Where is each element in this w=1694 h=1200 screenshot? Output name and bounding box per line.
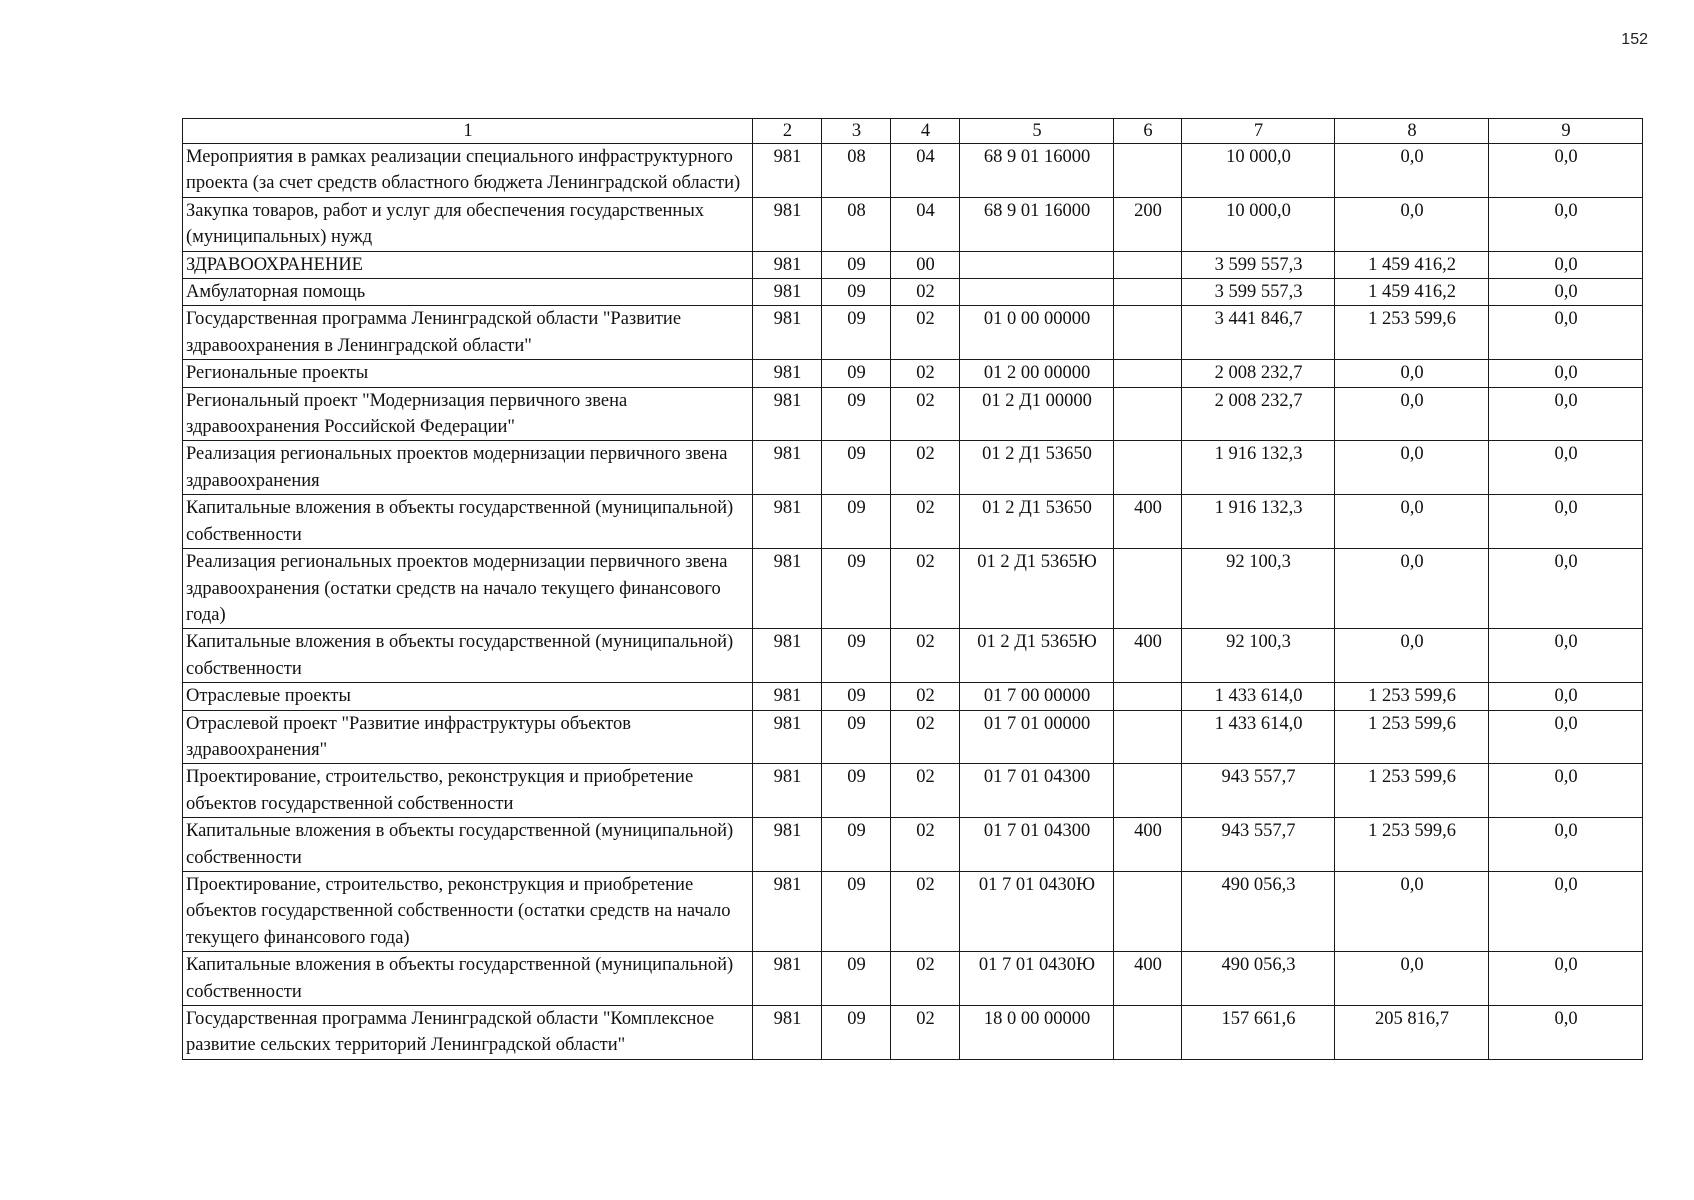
year3-amount-cell: 0,0 bbox=[1489, 387, 1643, 441]
name-cell: Закупка товаров, работ и услуг для обеспечения государственных (муниципальных) нужд bbox=[183, 197, 753, 251]
target-article-cell bbox=[960, 251, 1114, 278]
year1-amount-cell: 3 599 557,3 bbox=[1182, 279, 1335, 306]
ministry-code-cell: 981 bbox=[753, 1006, 822, 1060]
year3-amount-cell: 0,0 bbox=[1489, 306, 1643, 360]
section-cell: 09 bbox=[822, 495, 891, 549]
section-cell: 09 bbox=[822, 279, 891, 306]
ministry-code-cell: 981 bbox=[753, 251, 822, 278]
year3-amount-cell: 0,0 bbox=[1489, 144, 1643, 198]
ministry-code-cell: 981 bbox=[753, 871, 822, 951]
expense-type-cell: 400 bbox=[1114, 629, 1182, 683]
table-row bbox=[183, 818, 1643, 872]
year3-amount-cell: 0,0 bbox=[1489, 279, 1643, 306]
header-row bbox=[183, 119, 1643, 144]
target-article-cell: 01 7 01 00000 bbox=[960, 710, 1114, 764]
expense-type-cell bbox=[1114, 710, 1182, 764]
table-row bbox=[183, 360, 1643, 387]
subsection-cell: 02 bbox=[891, 360, 960, 387]
name-cell: Проектирование, строительство, реконструкция и приобретение объектов государственной собственности bbox=[183, 764, 753, 818]
name-cell: Капитальные вложения в объекты государственной (муниципальной) собственности bbox=[183, 629, 753, 683]
section-cell: 09 bbox=[822, 629, 891, 683]
target-article-cell: 01 2 Д1 53650 bbox=[960, 495, 1114, 549]
table-row bbox=[183, 629, 1643, 683]
table-row bbox=[183, 549, 1643, 629]
expense-type-cell bbox=[1114, 871, 1182, 951]
target-article-cell: 01 2 Д1 00000 bbox=[960, 387, 1114, 441]
year1-amount-cell: 943 557,7 bbox=[1182, 818, 1335, 872]
expense-type-cell: 400 bbox=[1114, 952, 1182, 1006]
col-year1-header: 7 bbox=[1182, 119, 1335, 144]
table-row bbox=[183, 306, 1643, 360]
year1-amount-cell: 1 433 614,0 bbox=[1182, 683, 1335, 710]
ministry-code-cell: 981 bbox=[753, 306, 822, 360]
target-article-cell: 01 7 01 04300 bbox=[960, 764, 1114, 818]
subsection-cell: 02 bbox=[891, 683, 960, 710]
expense-type-cell bbox=[1114, 387, 1182, 441]
target-article-cell: 01 7 01 04300 bbox=[960, 818, 1114, 872]
name-cell: Проектирование, строительство, реконструкция и приобретение объектов государственной собственности (остатки средств на начало текущего финансового года) bbox=[183, 871, 753, 951]
expense-type-cell: 200 bbox=[1114, 197, 1182, 251]
year1-amount-cell: 157 661,6 bbox=[1182, 1006, 1335, 1060]
subsection-cell: 02 bbox=[891, 1006, 960, 1060]
table-row bbox=[183, 279, 1643, 306]
year1-amount-cell: 3 599 557,3 bbox=[1182, 251, 1335, 278]
year3-amount-cell: 0,0 bbox=[1489, 197, 1643, 251]
year3-amount-cell: 0,0 bbox=[1489, 549, 1643, 629]
ministry-code-cell: 981 bbox=[753, 144, 822, 198]
subsection-cell: 02 bbox=[891, 710, 960, 764]
ministry-code-cell: 981 bbox=[753, 495, 822, 549]
col-name-header: 1 bbox=[183, 119, 753, 144]
year1-amount-cell: 490 056,3 bbox=[1182, 952, 1335, 1006]
year2-amount-cell: 0,0 bbox=[1335, 197, 1489, 251]
table-row bbox=[183, 952, 1643, 1006]
name-cell: Капитальные вложения в объекты государственной (муниципальной) собственности bbox=[183, 952, 753, 1006]
ministry-code-cell: 981 bbox=[753, 441, 822, 495]
section-cell: 09 bbox=[822, 549, 891, 629]
expense-type-cell bbox=[1114, 144, 1182, 198]
name-cell: ЗДРАВООХРАНЕНИЕ bbox=[183, 251, 753, 278]
expense-type-cell bbox=[1114, 683, 1182, 710]
name-cell: Амбулаторная помощь bbox=[183, 279, 753, 306]
expense-type-cell: 400 bbox=[1114, 818, 1182, 872]
table-row bbox=[183, 1006, 1643, 1060]
expense-type-cell: 400 bbox=[1114, 495, 1182, 549]
section-cell: 08 bbox=[822, 197, 891, 251]
section-cell: 08 bbox=[822, 144, 891, 198]
section-cell: 09 bbox=[822, 818, 891, 872]
ministry-code-cell: 981 bbox=[753, 710, 822, 764]
expense-type-cell bbox=[1114, 549, 1182, 629]
table-row bbox=[183, 251, 1643, 278]
expense-type-cell bbox=[1114, 251, 1182, 278]
target-article-cell: 01 2 Д1 5365Ю bbox=[960, 549, 1114, 629]
name-cell: Капитальные вложения в объекты государственной (муниципальной) собственности bbox=[183, 495, 753, 549]
year2-amount-cell: 1 253 599,6 bbox=[1335, 764, 1489, 818]
ministry-code-cell: 981 bbox=[753, 360, 822, 387]
year1-amount-cell: 10 000,0 bbox=[1182, 197, 1335, 251]
subsection-cell: 02 bbox=[891, 952, 960, 1006]
subsection-cell: 04 bbox=[891, 197, 960, 251]
name-cell: Реализация региональных проектов модернизации первичного звена здравоохранения bbox=[183, 441, 753, 495]
ministry-code-cell: 981 bbox=[753, 629, 822, 683]
col-section-header: 3 bbox=[822, 119, 891, 144]
target-article-cell: 01 7 01 0430Ю bbox=[960, 871, 1114, 951]
year2-amount-cell: 1 459 416,2 bbox=[1335, 279, 1489, 306]
page-number: 152 bbox=[1621, 31, 1648, 48]
year2-amount-cell: 0,0 bbox=[1335, 495, 1489, 549]
name-cell: Реализация региональных проектов модернизации первичного звена здравоохранения (остатки средств на начало текущего финансового года) bbox=[183, 549, 753, 629]
section-cell: 09 bbox=[822, 306, 891, 360]
target-article-cell: 18 0 00 00000 bbox=[960, 1006, 1114, 1060]
year3-amount-cell: 0,0 bbox=[1489, 360, 1643, 387]
col-year2-header: 8 bbox=[1335, 119, 1489, 144]
target-article-cell: 01 2 00 00000 bbox=[960, 360, 1114, 387]
table-row bbox=[183, 441, 1643, 495]
subsection-cell: 02 bbox=[891, 629, 960, 683]
year2-amount-cell: 0,0 bbox=[1335, 549, 1489, 629]
year2-amount-cell: 0,0 bbox=[1335, 952, 1489, 1006]
col-subsection-header: 4 bbox=[891, 119, 960, 144]
table-header bbox=[183, 119, 1643, 144]
section-cell: 09 bbox=[822, 251, 891, 278]
section-cell: 09 bbox=[822, 764, 891, 818]
year2-amount-cell: 0,0 bbox=[1335, 387, 1489, 441]
table-row bbox=[183, 387, 1643, 441]
budget-table bbox=[182, 118, 1643, 1060]
year1-amount-cell: 1 433 614,0 bbox=[1182, 710, 1335, 764]
section-cell: 09 bbox=[822, 1006, 891, 1060]
table-row bbox=[183, 144, 1643, 198]
year1-amount-cell: 3 441 846,7 bbox=[1182, 306, 1335, 360]
target-article-cell: 01 2 Д1 53650 bbox=[960, 441, 1114, 495]
table-row bbox=[183, 764, 1643, 818]
section-cell: 09 bbox=[822, 360, 891, 387]
ministry-code-cell: 981 bbox=[753, 549, 822, 629]
year1-amount-cell: 490 056,3 bbox=[1182, 871, 1335, 951]
name-cell: Отраслевые проекты bbox=[183, 683, 753, 710]
year2-amount-cell: 0,0 bbox=[1335, 629, 1489, 683]
target-article-cell bbox=[960, 279, 1114, 306]
target-article-cell: 68 9 01 16000 bbox=[960, 144, 1114, 198]
year2-amount-cell: 0,0 bbox=[1335, 360, 1489, 387]
subsection-cell: 02 bbox=[891, 306, 960, 360]
year3-amount-cell: 0,0 bbox=[1489, 629, 1643, 683]
table-row bbox=[183, 710, 1643, 764]
ministry-code-cell: 981 bbox=[753, 818, 822, 872]
target-article-cell: 01 2 Д1 5365Ю bbox=[960, 629, 1114, 683]
name-cell: Мероприятия в рамках реализации специального инфраструктурного проекта (за счет средств областного бюджета Ленинградской области) bbox=[183, 144, 753, 198]
ministry-code-cell: 981 bbox=[753, 764, 822, 818]
table-body bbox=[183, 144, 1643, 1060]
year1-amount-cell: 92 100,3 bbox=[1182, 629, 1335, 683]
expense-type-cell bbox=[1114, 1006, 1182, 1060]
year3-amount-cell: 0,0 bbox=[1489, 818, 1643, 872]
year3-amount-cell: 0,0 bbox=[1489, 683, 1643, 710]
subsection-cell: 02 bbox=[891, 441, 960, 495]
name-cell: Региональный проект "Модернизация первичного звена здравоохранения Российской Федерации" bbox=[183, 387, 753, 441]
year3-amount-cell: 0,0 bbox=[1489, 251, 1643, 278]
col-ministry-code-header: 2 bbox=[753, 119, 822, 144]
expense-type-cell bbox=[1114, 360, 1182, 387]
year3-amount-cell: 0,0 bbox=[1489, 871, 1643, 951]
section-cell: 09 bbox=[822, 952, 891, 1006]
year2-amount-cell: 1 459 416,2 bbox=[1335, 251, 1489, 278]
year1-amount-cell: 10 000,0 bbox=[1182, 144, 1335, 198]
col-target-article-header: 5 bbox=[960, 119, 1114, 144]
table-row bbox=[183, 197, 1643, 251]
year1-amount-cell: 2 008 232,7 bbox=[1182, 387, 1335, 441]
year3-amount-cell: 0,0 bbox=[1489, 710, 1643, 764]
table-row bbox=[183, 871, 1643, 951]
year2-amount-cell: 0,0 bbox=[1335, 441, 1489, 495]
expense-type-cell bbox=[1114, 306, 1182, 360]
section-cell: 09 bbox=[822, 871, 891, 951]
subsection-cell: 02 bbox=[891, 495, 960, 549]
table-row bbox=[183, 495, 1643, 549]
ministry-code-cell: 981 bbox=[753, 683, 822, 710]
year3-amount-cell: 0,0 bbox=[1489, 495, 1643, 549]
subsection-cell: 02 bbox=[891, 387, 960, 441]
target-article-cell: 01 7 01 0430Ю bbox=[960, 952, 1114, 1006]
section-cell: 09 bbox=[822, 441, 891, 495]
subsection-cell: 02 bbox=[891, 549, 960, 629]
ministry-code-cell: 981 bbox=[753, 197, 822, 251]
name-cell: Региональные проекты bbox=[183, 360, 753, 387]
year2-amount-cell: 1 253 599,6 bbox=[1335, 710, 1489, 764]
subsection-cell: 02 bbox=[891, 764, 960, 818]
target-article-cell: 68 9 01 16000 bbox=[960, 197, 1114, 251]
year3-amount-cell: 0,0 bbox=[1489, 764, 1643, 818]
year1-amount-cell: 2 008 232,7 bbox=[1182, 360, 1335, 387]
year2-amount-cell: 0,0 bbox=[1335, 871, 1489, 951]
subsection-cell: 04 bbox=[891, 144, 960, 198]
year2-amount-cell: 205 816,7 bbox=[1335, 1006, 1489, 1060]
name-cell: Отраслевой проект "Развитие инфраструктуры объектов здравоохранения" bbox=[183, 710, 753, 764]
subsection-cell: 00 bbox=[891, 251, 960, 278]
section-cell: 09 bbox=[822, 710, 891, 764]
year2-amount-cell: 1 253 599,6 bbox=[1335, 818, 1489, 872]
year1-amount-cell: 1 916 132,3 bbox=[1182, 441, 1335, 495]
expense-type-cell bbox=[1114, 764, 1182, 818]
year3-amount-cell: 0,0 bbox=[1489, 952, 1643, 1006]
section-cell: 09 bbox=[822, 683, 891, 710]
year1-amount-cell: 1 916 132,3 bbox=[1182, 495, 1335, 549]
subsection-cell: 02 bbox=[891, 279, 960, 306]
expense-type-cell bbox=[1114, 441, 1182, 495]
section-cell: 09 bbox=[822, 387, 891, 441]
year1-amount-cell: 943 557,7 bbox=[1182, 764, 1335, 818]
name-cell: Капитальные вложения в объекты государственной (муниципальной) собственности bbox=[183, 818, 753, 872]
name-cell: Государственная программа Ленинградской области "Развитие здравоохранения в Ленинградской области" bbox=[183, 306, 753, 360]
expense-type-cell bbox=[1114, 279, 1182, 306]
col-expense-type-header: 6 bbox=[1114, 119, 1182, 144]
year1-amount-cell: 92 100,3 bbox=[1182, 549, 1335, 629]
year3-amount-cell: 0,0 bbox=[1489, 1006, 1643, 1060]
year2-amount-cell: 1 253 599,6 bbox=[1335, 683, 1489, 710]
subsection-cell: 02 bbox=[891, 871, 960, 951]
subsection-cell: 02 bbox=[891, 818, 960, 872]
target-article-cell: 01 7 00 00000 bbox=[960, 683, 1114, 710]
ministry-code-cell: 981 bbox=[753, 952, 822, 1006]
col-year3-header: 9 bbox=[1489, 119, 1643, 144]
year2-amount-cell: 1 253 599,6 bbox=[1335, 306, 1489, 360]
ministry-code-cell: 981 bbox=[753, 279, 822, 306]
table-row bbox=[183, 683, 1643, 710]
name-cell: Государственная программа Ленинградской области "Комплексное развитие сельских территорий Ленинградской области" bbox=[183, 1006, 753, 1060]
target-article-cell: 01 0 00 00000 bbox=[960, 306, 1114, 360]
year3-amount-cell: 0,0 bbox=[1489, 441, 1643, 495]
year2-amount-cell: 0,0 bbox=[1335, 144, 1489, 198]
ministry-code-cell: 981 bbox=[753, 387, 822, 441]
